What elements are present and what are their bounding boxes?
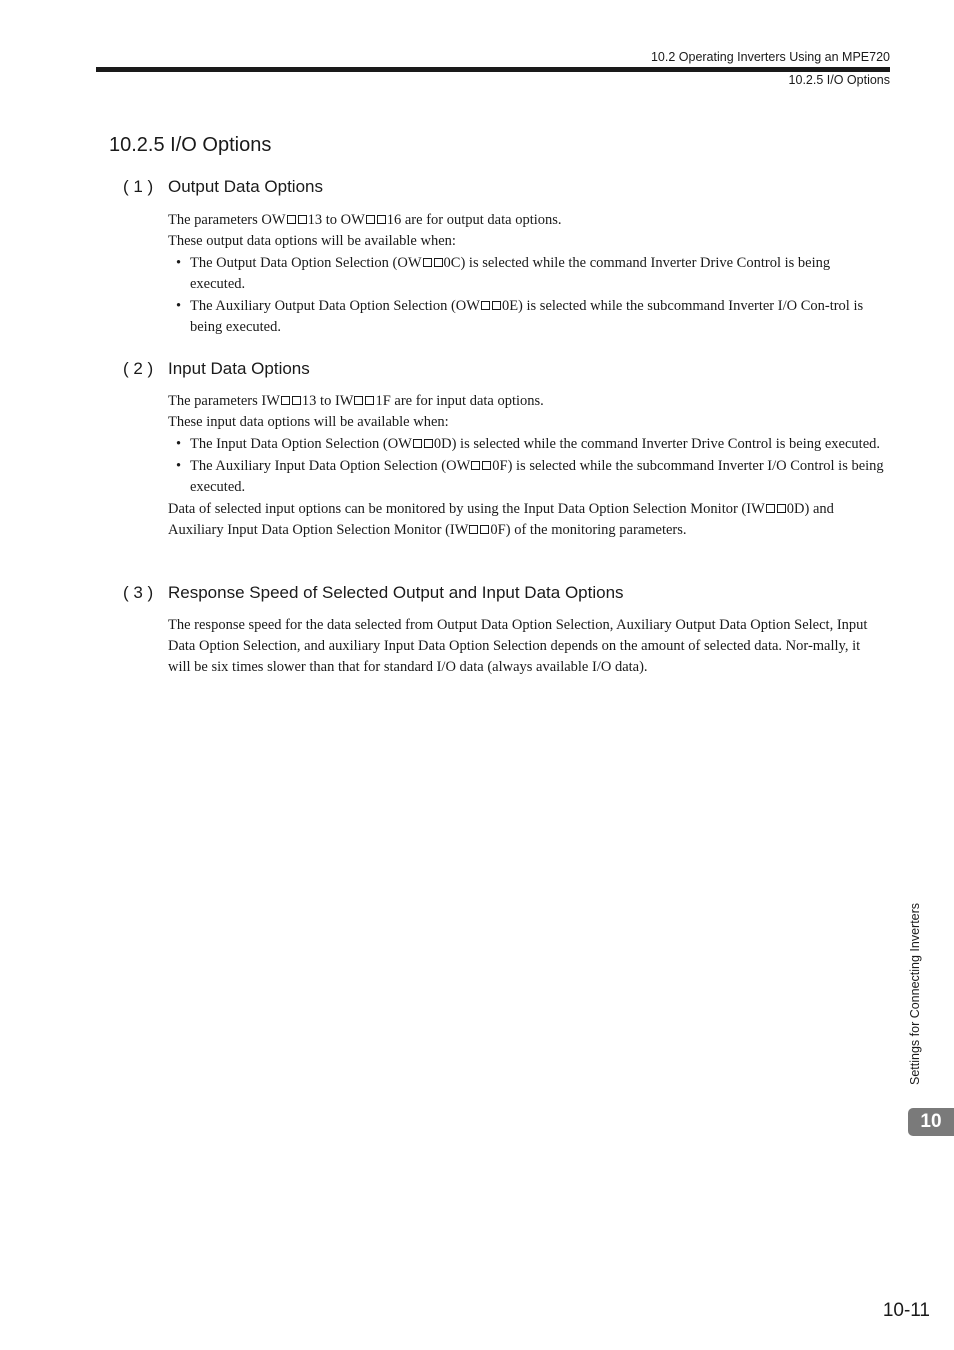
- placeholder-box: [766, 504, 775, 513]
- bullet-icon: •: [176, 298, 182, 314]
- chapter-side-label: Settings for Connecting Inverters: [908, 902, 922, 1085]
- bullet-icon: •: [176, 436, 182, 452]
- running-header-section: 10.2 Operating Inverters Using an MPE720: [650, 50, 890, 64]
- placeholder-box: [469, 525, 478, 534]
- bullet-icon: •: [176, 255, 182, 271]
- paragraph: Data of selected input options can be monitored by using the Input Data Option Selection Monitor (IW 0D) and Auxiliary Input Data Option Selection Monitor (IW 0F) of the monitoring parameters.: [168, 501, 834, 538]
- placeholder-box: [482, 461, 491, 470]
- chapter-tab: 10: [908, 1108, 954, 1136]
- paragraph: These output data options will be available when:: [168, 233, 456, 249]
- paragraph: The response speed for the data selected from Output Data Option Selection, Auxiliary Output Data Option Select, Input Data Option Selection, and auxiliary Input Data Option Selection depends on the amount of selected data. Nor-mally, it will be six times slower than that for standard I/O data (always available I/O data).: [168, 617, 868, 675]
- placeholder-box: [298, 215, 307, 224]
- bullet-item: • The Auxiliary Input Data Option Selection (OW 0F) is selected while the subcommand Inverter I/O Control is being executed.: [176, 458, 884, 495]
- input-data-options-body: [168, 391, 886, 541]
- output-data-options-body: [168, 210, 886, 339]
- subsection-number: ( 2 ): [123, 359, 154, 378]
- running-header-subsection: 10.2.5 I/O Options: [788, 73, 890, 87]
- response-speed-body: [168, 615, 886, 678]
- paragraph: These input data options will be available when:: [168, 414, 449, 430]
- placeholder-box: [292, 396, 301, 405]
- page-number: 10-11: [882, 1300, 930, 1321]
- placeholder-box: [480, 525, 489, 534]
- placeholder-box: [365, 396, 374, 405]
- placeholder-box: [281, 396, 290, 405]
- paragraph: The parameters OW 13 to OW 16 are for output data options.: [168, 212, 562, 228]
- placeholder-box: [481, 301, 490, 310]
- placeholder-box: [777, 504, 786, 513]
- placeholder-box: [366, 215, 375, 224]
- subsection-heading-response-speed: [123, 583, 624, 603]
- subsection-title: Input Data Options: [168, 359, 310, 378]
- placeholder-box: [492, 301, 501, 310]
- subsection-heading-output-data: [123, 177, 323, 197]
- bullet-icon: •: [176, 458, 182, 474]
- placeholder-box: [413, 439, 422, 448]
- subsection-heading-input-data: [123, 359, 310, 379]
- placeholder-box: [354, 396, 363, 405]
- subsection-title: Output Data Options: [168, 177, 323, 196]
- paragraph: The parameters IW 13 to IW 1F are for input data options.: [168, 393, 544, 409]
- placeholder-box: [424, 439, 433, 448]
- header-rule: [96, 67, 890, 72]
- bullet-item: • The Auxiliary Output Data Option Selection (OW 0E) is selected while the subcommand Inverter I/O Con-trol is being executed.: [176, 298, 864, 335]
- placeholder-box: [434, 258, 443, 267]
- placeholder-box: [287, 215, 296, 224]
- section-title: 10.2.5 I/O Options: [109, 134, 272, 156]
- subsection-number: ( 3 ): [123, 583, 154, 602]
- subsection-title: Response Speed of Selected Output and Input Data Options: [168, 583, 624, 602]
- placeholder-box: [471, 461, 480, 470]
- bullet-item: • The Input Data Option Selection (OW 0D) is selected while the command Inverter Drive Control is being executed.: [168, 434, 886, 455]
- placeholder-box: [377, 215, 386, 224]
- placeholder-box: [423, 258, 432, 267]
- bullet-item: • The Output Data Option Selection (OW 0C) is selected while the command Inverter Drive Control is being executed.: [176, 255, 831, 292]
- subsection-number: ( 1 ): [123, 177, 154, 196]
